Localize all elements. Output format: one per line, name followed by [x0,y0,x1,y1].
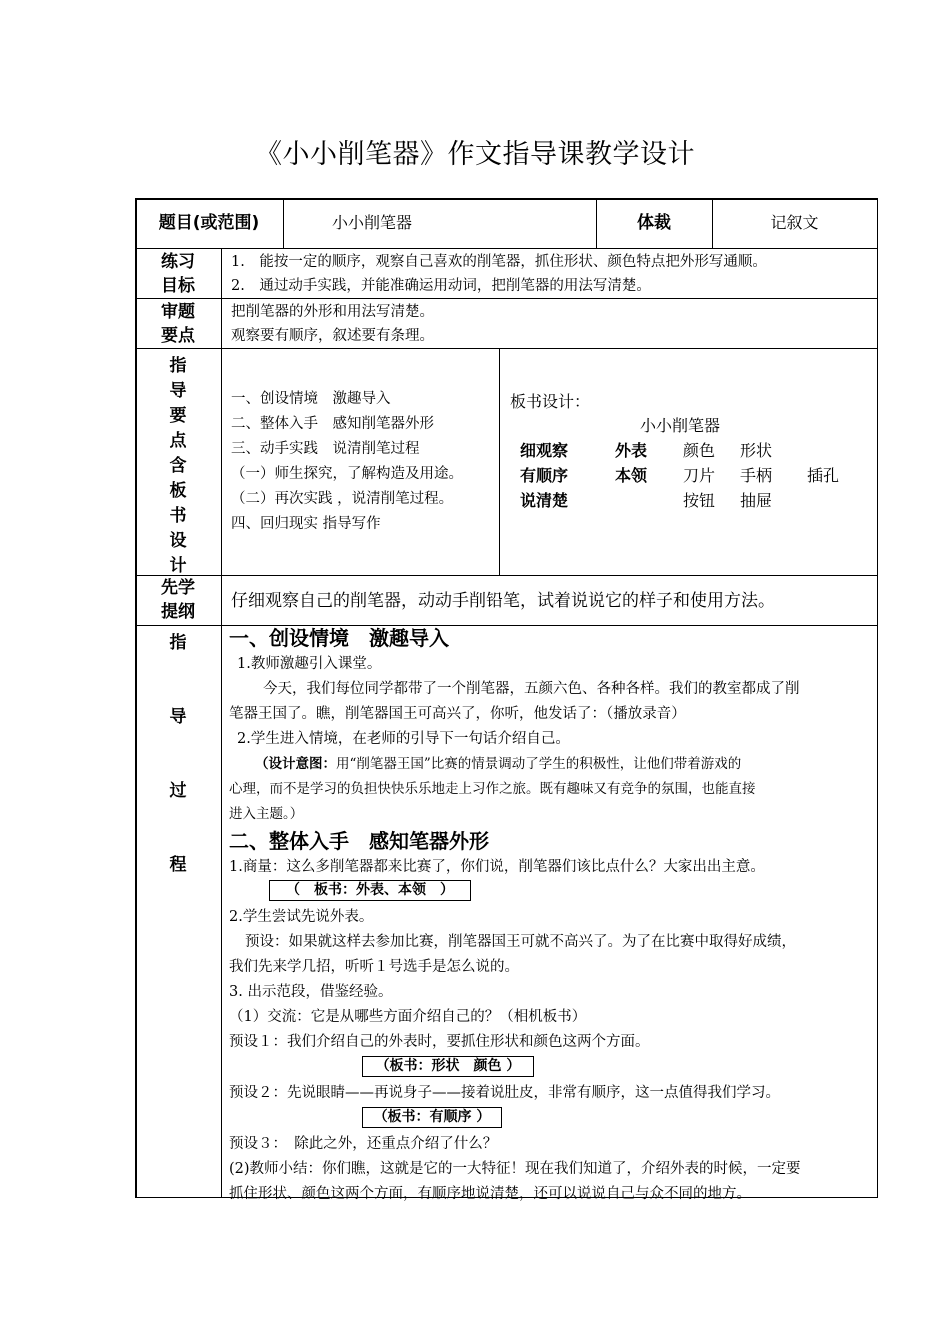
design-intent-text: 用“削笔器王国”比赛的情景调动了学生的积极性，让他们带着游戏的 [336,756,742,772]
review-label-line1: 审题 [161,302,195,322]
process-line: 笔器王国了。瞧，削笔器国王可高兴了，你听，他发话了：（播放录音） [229,706,686,722]
board-note-row [229,1055,874,1081]
board-center-title: 小小削笔器 [639,416,720,435]
process-line: 2.学生进入情境，在老师的引导下一句话介绍自己。 [237,731,570,747]
board-row3-label: 说清楚 [520,491,569,510]
board-row2-item: 插孔 [807,466,840,485]
guide-label-char: 导 [169,381,187,401]
process-label-char: 过 [169,781,187,801]
board-heading: 板书设计： [510,392,591,411]
process-line: 预设３： 除此之外，还重点介绍了什么？ [229,1136,498,1152]
topic-value: 小小削笔器 [332,213,413,232]
process-label-char: 程 [169,855,187,875]
goal-item-2: 2. 通过动手实践，并能准确运用动词，把削笔器的用法写清楚。 [231,278,651,294]
guide-label-char: 点 [169,431,187,451]
process-line: （1）交流：它是从哪些方面介绍自己的？（相机板书） [229,1009,587,1025]
document-title: 《小小削笔器》作文指导课教学设计 [255,139,695,170]
review-label-line2: 要点 [161,326,195,346]
guide-label-char: 计 [169,556,187,576]
review-item-2: 观察要有顺序，叙述要有条理。 [231,328,434,344]
design-intent-label: （设计意图： [255,756,336,772]
process-line: (2)教师小结：你们瞧，这就是它的一大特征！现在我们知道了，介绍外表的时候，一定要 [229,1161,801,1177]
board-note-row [229,879,874,905]
process-line: 预设１：我们介绍自己的外表时，要抓住形状和颜色这两个方面。 [229,1034,650,1050]
process-line: 预设２：先说眼睛——再说身子——接着说肚皮，非常有顺序，这一点值得我们学习。 [229,1085,780,1101]
process-line: 2.学生尝试先说外表。 [229,909,374,925]
board-row1-item: 形状 [740,441,773,460]
board-row2-label: 有顺序 [520,466,569,485]
board-note-box: （板书：形状 颜色 ） [362,1056,534,1077]
board-row1-label: 细观察 [520,441,569,460]
process-line: 今天，我们每位同学都带了一个削笔器，五颜六色、各种各样。我们的教室都成了削 [263,681,800,697]
goals-label-line2: 目标 [161,276,195,296]
process-line: 我们先来学几招，听听１号选手是怎么说的。 [229,959,519,975]
prelearn-label-line1: 先学 [161,578,195,598]
guide-label-char: 设 [169,531,187,551]
goals-label [135,250,221,298]
review-item-1: 把削笔器的外形和用法写清楚。 [231,304,434,320]
process-label-char: 导 [169,707,187,727]
section-heading-1: 一、创设情境 激趣导入 [229,626,449,650]
board-row1-category: 外表 [615,441,648,460]
design-intent-line1 [229,752,874,777]
design-intent-line2: 心理，而不是学习的负担快快乐乐地走上习作之旅。既有趣味又有竞争的氛围，也能直接 [229,781,756,797]
goals-label-line1: 练习 [161,252,195,272]
prelearn-text: 仔细观察自己的削笔器，动动手削铅笔，试着说说它的样子和使用方法。 [231,591,775,611]
review-list [231,300,434,348]
board-row2-item: 刀片 [683,466,716,485]
goals-list [231,250,767,298]
goal-item-1: 1. 能按一定的顺序，观察自己喜欢的削笔器，抓住形状、颜色特点把外形写通顺。 [231,254,767,270]
prelearn-label [135,576,221,624]
board-row3-item: 按钮 [683,491,716,510]
process-content [229,624,874,1207]
board-note-row [229,1106,874,1132]
board-row1-item: 颜色 [683,441,716,460]
design-intent-line3: 进入主题。） [229,806,304,822]
section-heading-2: 二、整体入手 感知笔器外形 [229,829,489,853]
guide-step: 二、整体入手 感知削笔器外形 [231,416,434,432]
guide-label-char: 板 [169,481,187,501]
board-design [500,349,877,576]
prelearn-label-line2: 提纲 [161,602,195,622]
board-row2-category: 本领 [615,466,648,485]
guide-label-char: 书 [169,506,187,526]
guide-steps [231,387,463,537]
guide-step: （一）师生探究，了解构造及用途。 [231,466,463,482]
guide-label [135,349,221,576]
guide-label-char: 要 [169,406,187,426]
board-note-box: （板书：有顺序 ） [362,1107,502,1128]
process-line: 预设：如果就这样去参加比赛，削笔器国王可就不高兴了。为了在比赛中取得好成绩， [245,934,796,950]
review-label [135,300,221,348]
board-row3-item: 抽屉 [740,491,773,510]
guide-step: 四、回归现实 指导写作 [231,516,381,532]
topic-label: 题目(或范围) [158,213,260,233]
process-line: 抓住形状、颜色这两个方面，有顺序地说清楚，还可以说说自己与众不同的地方。 [229,1186,751,1202]
guide-step: （二）再次实践 ，说清削笔过程。 [231,491,454,507]
genre-value: 记叙文 [770,213,819,232]
guide-label-char: 含 [169,456,187,476]
genre-label: 体裁 [637,213,671,233]
board-note-box: （ 板书：外表、本领 ） [269,880,471,901]
process-label-char: 指 [169,633,187,653]
guide-step: 三、动手实践 说清削笔过程 [231,441,420,457]
process-line: 3. 出示范段，借鉴经验。 [229,984,393,1000]
process-line: 1.教师激趣引入课堂。 [237,656,382,672]
process-label [135,626,221,1196]
board-row2-item: 手柄 [740,466,773,485]
process-line: 1.商量：这么多削笔器都来比赛了，你们说，削笔器们该比点什么？大家出出主意。 [229,859,765,875]
guide-step: 一、创设情境 激趣导入 [231,391,391,407]
guide-label-char: 指 [169,356,187,376]
